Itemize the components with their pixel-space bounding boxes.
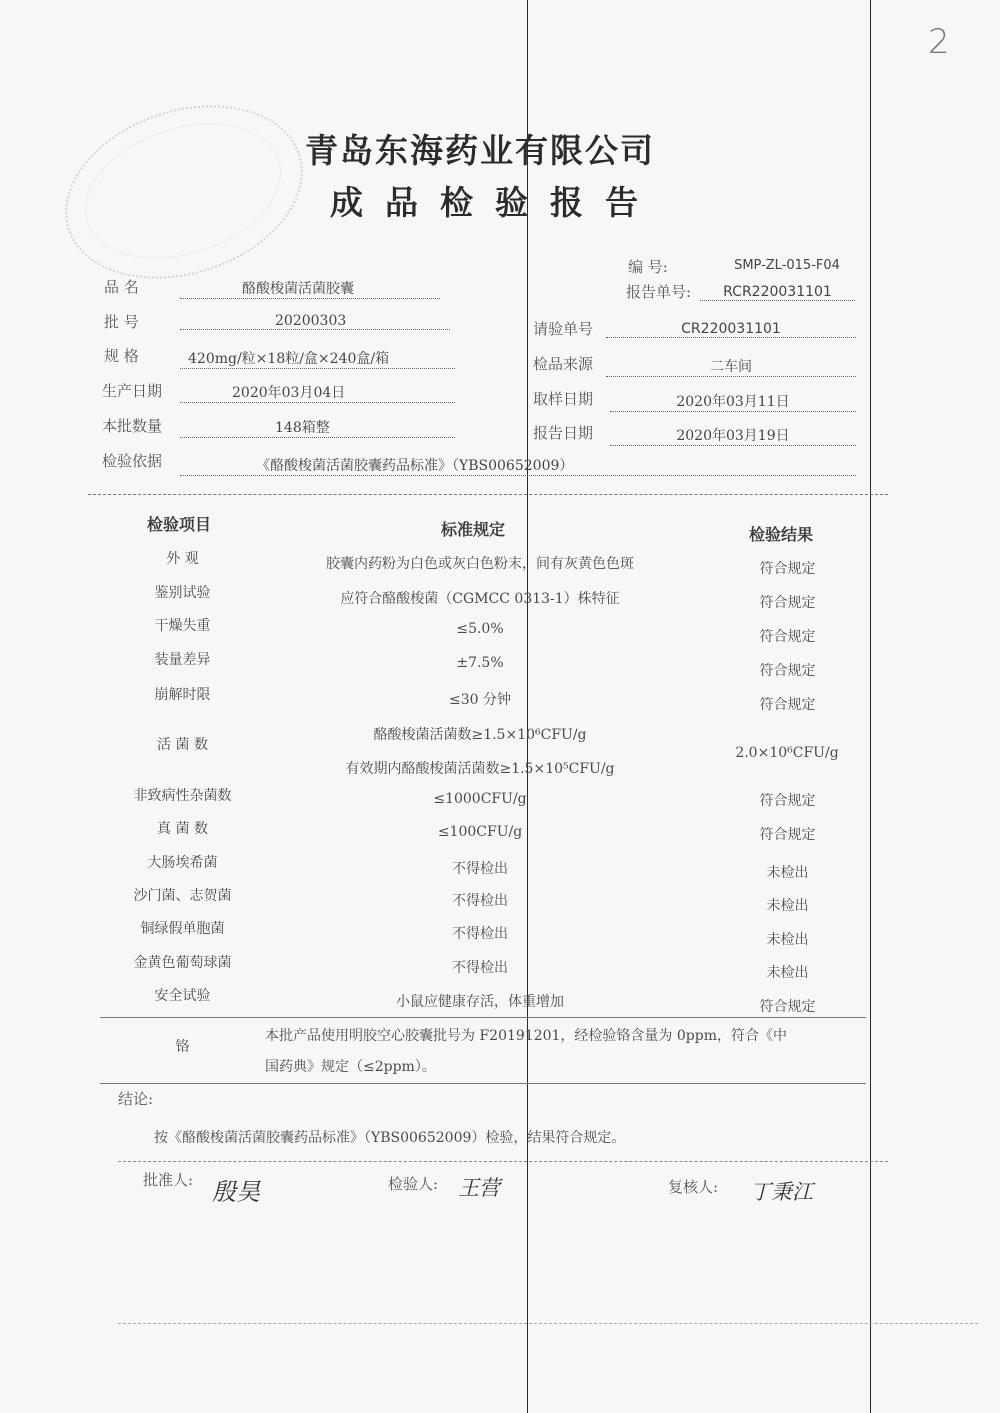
row-appearance-item: 外 观 (166, 551, 199, 567)
row-viable-count-result: 2.0×10⁶CFU/g (735, 745, 839, 761)
reviewer-signature: 丁秉江 (750, 1180, 813, 1204)
product-label: 品 名 (104, 278, 139, 296)
row-drying-standard: ≤5.0% (456, 621, 504, 637)
row-drying-result: 符合规定 (759, 629, 816, 645)
report-no-value: RCR220031101 (700, 284, 855, 301)
basis-value: 《酪酸梭菌活菌胶囊药品标准》（YBS00652009） (180, 455, 856, 476)
spec-label: 规 格 (104, 347, 139, 365)
row-appearance-standard: 胶囊内药粉为白色或灰白色粉末，间有灰黄色色斑 (326, 556, 634, 572)
basis-label: 检验依据 (102, 452, 163, 470)
row-fungi-result: 符合规定 (759, 827, 816, 843)
row-viable-count-standard-2: 有效期内酪酸梭菌活菌数≥1.5×10⁵CFU/g (345, 761, 615, 777)
row-pseudomonas-standard: 不得检出 (452, 926, 508, 942)
source-value: 二车间 (606, 356, 856, 377)
prod-date-label: 生产日期 (102, 382, 163, 400)
row-fungi-standard: ≤100CFU/g (437, 824, 523, 840)
row-fill-item: 装量差异 (154, 652, 211, 668)
code-label: 编 号: (628, 258, 668, 276)
table-top-divider (88, 494, 888, 495)
row-pseudomonas-item: 铜绿假单胞菌 (140, 921, 225, 937)
row-ecoli-standard: 不得检出 (452, 861, 508, 877)
row-staph-standard: 不得检出 (452, 960, 508, 976)
page-number: 2 (928, 22, 950, 62)
header-standard: 标准规定 (441, 520, 506, 539)
conclusion-divider (118, 1161, 888, 1162)
chromium-bottom-rule (100, 1083, 866, 1084)
product-value: 酪酸梭菌活菌胶囊 (180, 278, 440, 299)
quantity-value: 148箱整 (180, 417, 455, 438)
row-chromium-line2: 国药典》规定（≤2ppm）。 (265, 1059, 436, 1075)
quantity-label: 本批数量 (102, 417, 163, 435)
row-appearance-result: 符合规定 (759, 561, 816, 577)
row-chromium-item: 铬 (175, 1039, 190, 1055)
row-safety-result: 符合规定 (759, 999, 816, 1015)
row-identification-standard: 应符合酪酸梭菌（CGMCC 0313-1）株特征 (340, 591, 620, 607)
row-disintegration-standard: ≤30 分钟 (449, 692, 511, 708)
row-staph-result: 未检出 (766, 965, 809, 981)
row-ecoli-result: 未检出 (766, 865, 809, 881)
report-title: 成品检验报告 (330, 183, 660, 222)
report-date-value: 2020年03月19日 (610, 425, 856, 446)
sample-date-value: 2020年03月11日 (610, 391, 856, 412)
row-disintegration-item: 崩解时限 (154, 687, 211, 703)
footer-divider (118, 1323, 978, 1324)
row-nonpathogenic-standard: ≤1000CFU/g (433, 791, 527, 807)
row-drying-item: 干燥失重 (154, 618, 211, 634)
conclusion-text: 按《酪酸梭菌活菌胶囊药品标准》（YBS00652009）检验，结果符合规定。 (154, 1130, 626, 1146)
batch-label: 批 号 (104, 313, 139, 331)
row-fungi-item: 真 菌 数 (157, 821, 208, 837)
inspector-label: 检验人: (388, 1175, 439, 1193)
company-name: 青岛东海药业有限公司 (305, 131, 655, 170)
batch-value: 20200303 (180, 313, 450, 330)
row-nonpathogenic-item: 非致病性杂菌数 (133, 788, 232, 804)
row-chromium-line1: 本批产品使用明胶空心胶囊批号为 F20191201，经检验铬含量为 0ppm，符合《中 (265, 1028, 787, 1044)
inspector-signature: 王营 (458, 1176, 500, 1200)
row-viable-count-item: 活 菌 数 (157, 737, 208, 753)
row-salmonella-standard: 不得检出 (452, 893, 508, 909)
report-date-label: 报告日期 (533, 424, 594, 442)
row-identification-result: 符合规定 (759, 595, 816, 611)
row-staph-item: 金黄色葡萄球菌 (133, 955, 232, 971)
row-salmonella-result: 未检出 (766, 898, 809, 914)
row-disintegration-result: 符合规定 (759, 697, 816, 713)
header-item: 检验项目 (147, 515, 212, 534)
row-fill-standard: ±7.5% (456, 655, 504, 671)
row-safety-item: 安全试验 (154, 988, 211, 1004)
row-salmonella-item: 沙门菌、志贺菌 (133, 888, 232, 904)
row-ecoli-item: 大肠埃希菌 (147, 855, 218, 871)
request-no-value: CR220031101 (606, 321, 856, 338)
row-identification-item: 鉴别试验 (154, 585, 211, 601)
sample-date-label: 取样日期 (533, 390, 594, 408)
row-fill-result: 符合规定 (759, 663, 816, 679)
conclusion-label: 结论: (118, 1090, 154, 1108)
chromium-top-rule (100, 1017, 866, 1018)
row-nonpathogenic-result: 符合规定 (759, 793, 816, 809)
code-value: SMP-ZL-015-F04 (734, 258, 840, 273)
request-no-label: 请验单号 (533, 320, 594, 338)
prod-date-value: 2020年03月04日 (180, 382, 455, 403)
report-no-label: 报告单号: (626, 283, 692, 301)
row-pseudomonas-result: 未检出 (766, 932, 809, 948)
reviewer-label: 复核人: (668, 1178, 719, 1196)
header-result: 检验结果 (749, 525, 814, 544)
approver-signature: 殷昊 (212, 1178, 260, 1206)
spec-value: 420mg/粒×18粒/盒×240盒/箱 (180, 348, 455, 369)
row-viable-count-standard: 酪酸梭菌活菌数≥1.5×10⁶CFU/g (373, 727, 587, 743)
source-label: 检品来源 (533, 355, 594, 373)
row-safety-standard: 小鼠应健康存活，体重增加 (396, 994, 564, 1010)
approver-label: 批准人: (143, 1171, 194, 1189)
